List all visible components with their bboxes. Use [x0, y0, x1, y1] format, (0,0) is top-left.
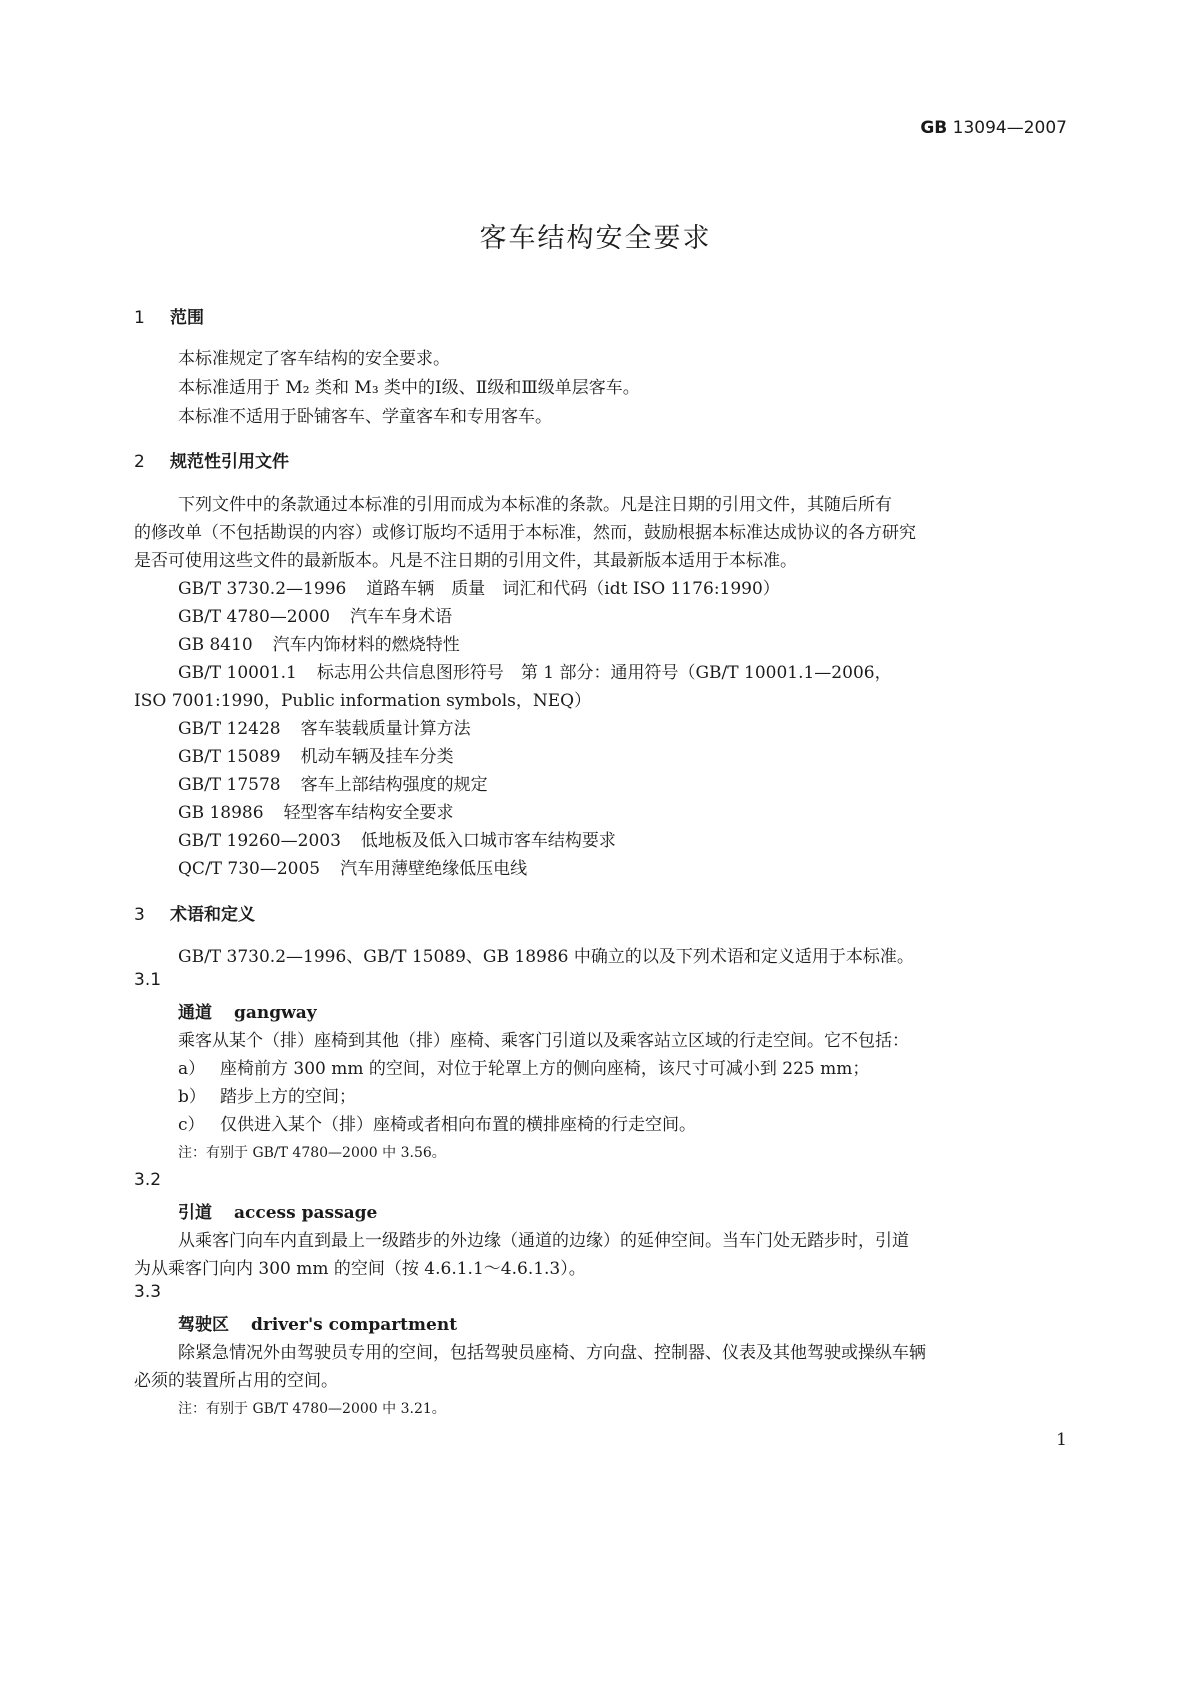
- standard-code: GB 13094—2007: [920, 118, 1067, 138]
- term-note: 注：有别于 GB/T 4780—2000 中 3.56。: [178, 1145, 446, 1161]
- term-definition: 必须的装置所占用的空间。: [134, 1371, 338, 1391]
- scope-line: 本标准不适用于卧铺客车、学童客车和专用客车。: [178, 407, 552, 427]
- normref-intro-line: 下列文件中的条款通过本标准的引用而成为本标准的条款。凡是注日期的引用文件，其随后所有: [178, 495, 892, 515]
- normref-intro-line: 的修改单（不包括勘误的内容）或修订版均不适用于本标准，然而，鼓励根据本标准达成协议的各方研究: [134, 523, 916, 543]
- scope-line: 本标准规定了客车结构的安全要求。: [178, 349, 450, 369]
- reference-entry: QC/T 730—2005 汽车用薄壁绝缘低压电线: [178, 859, 528, 879]
- reference-entry: GB/T 15089 机动车辆及挂车分类: [178, 747, 454, 767]
- term-note: 注：有别于 GB/T 4780—2000 中 3.21。: [178, 1401, 446, 1417]
- page-number: 1: [1056, 1430, 1067, 1450]
- reference-entry: GB 8410 汽车内饰材料的燃烧特性: [178, 635, 460, 655]
- section-heading-scope: 1 范围: [134, 308, 204, 328]
- clause-number: 3.3: [134, 1282, 162, 1302]
- normref-intro-line: 是否可使用这些文件的最新版本。凡是不注日期的引用文件，其最新版本适用于本标准。: [134, 551, 797, 571]
- reference-entry-continuation: ISO 7001:1990，Public information symbols，NEQ）: [134, 691, 592, 711]
- list-item: b） 踏步上方的空间；: [178, 1087, 356, 1107]
- reference-entry: GB/T 12428 客车装载质量计算方法: [178, 719, 471, 739]
- reference-entry: GB/T 4780—2000 汽车车身术语: [178, 607, 453, 627]
- reference-entry: GB/T 3730.2—1996 道路车辆 质量 词汇和代码（idt ISO 1176:1990）: [178, 579, 780, 599]
- section-heading-normative-references: 2 规范性引用文件: [134, 452, 289, 472]
- list-item: a） 座椅前方 300 mm 的空间，对位于轮罩上方的侧向座椅，该尺寸可减小到 225 mm；: [178, 1059, 870, 1079]
- reference-entry: GB 18986 轻型客车结构安全要求: [178, 803, 454, 823]
- clause-number: 3.2: [134, 1170, 162, 1190]
- reference-entry: GB/T 17578 客车上部结构强度的规定: [178, 775, 488, 795]
- list-item: c） 仅供进入某个（排）座椅或者相向布置的横排座椅的行走空间。: [178, 1115, 696, 1135]
- reference-entry: GB/T 19260—2003 低地板及低入口城市客车结构要求: [178, 831, 616, 851]
- term-heading: 通道 gangway: [178, 1003, 317, 1023]
- clause-number: 3.1: [134, 970, 162, 990]
- term-heading: 驾驶区 driver's compartment: [178, 1315, 458, 1335]
- term-definition: 从乘客门向车内直到最上一级踏步的外边缘（通道的边缘）的延伸空间。当车门处无踏步时，引道: [178, 1231, 909, 1251]
- reference-entry: GB/T 10001.1 标志用公共信息图形符号 第 1 部分：通用符号（GB/T 10001.1—2006，: [178, 663, 892, 683]
- term-heading: 引道 access passage: [178, 1203, 378, 1223]
- terms-intro: GB/T 3730.2—1996、GB/T 15089、GB 18986 中确立的以及下列术语和定义适用于本标准。: [178, 947, 914, 967]
- page-title: 客车结构安全要求: [479, 223, 712, 254]
- section-heading-terms: 3 术语和定义: [134, 905, 255, 925]
- term-definition: 除紧急情况外由驾驶员专用的空间，包括驾驶员座椅、方向盘、控制器、仪表及其他驾驶或操纵车辆: [178, 1343, 926, 1363]
- scope-line: 本标准适用于 M₂ 类和 M₃ 类中的Ⅰ级、Ⅱ级和Ⅲ级单层客车。: [178, 378, 640, 398]
- term-definition: 乘客从某个（排）座椅到其他（排）座椅、乘客门引道以及乘客站立区域的行走空间。它不包括：: [178, 1031, 909, 1051]
- term-definition: 为从乘客门向内 300 mm 的空间（按 4.6.1.1～4.6.1.3）。: [134, 1259, 586, 1279]
